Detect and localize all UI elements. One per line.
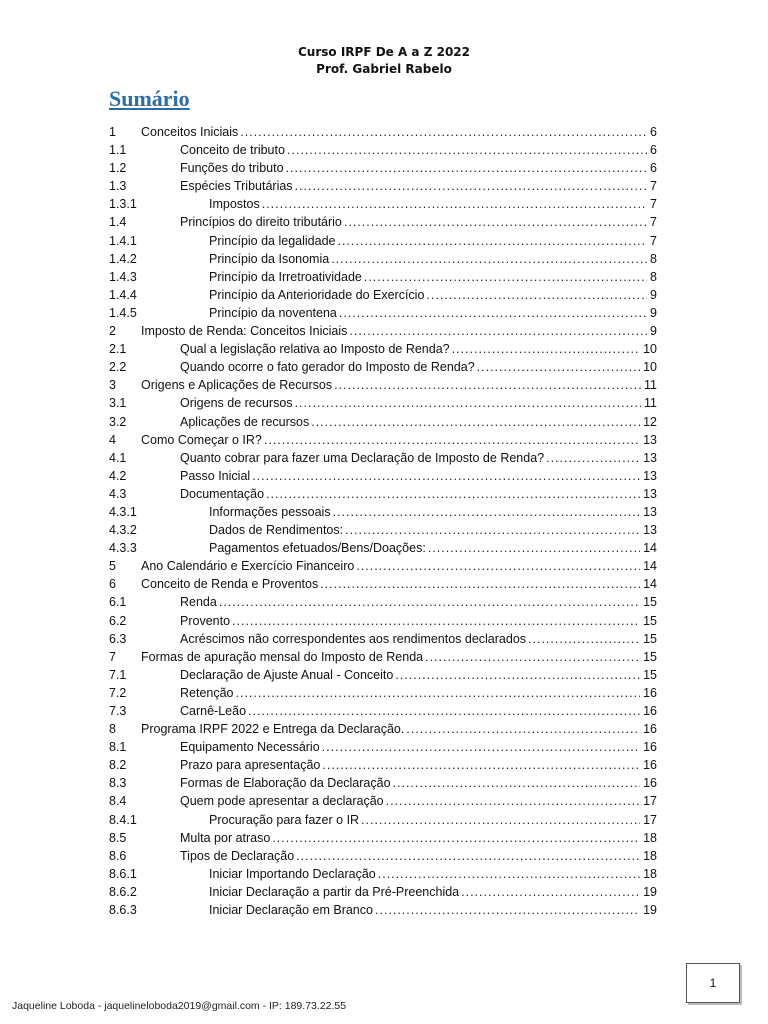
toc-entry-line <box>180 684 657 702</box>
toc-title[interactable]: Princípio da Anterioridade do Exercício <box>209 287 425 302</box>
toc-title[interactable]: Dados de Rendimentos: <box>209 523 344 538</box>
toc-page-number: 18 <box>640 865 657 883</box>
toc-title[interactable]: Documentação <box>180 486 265 501</box>
toc-title[interactable]: Ano Calendário e Exercício Financeiro <box>141 559 355 574</box>
toc-number: 6.2 <box>109 613 127 628</box>
toc-title[interactable]: Funções do tributo <box>180 161 284 176</box>
toc-leader-dots <box>333 503 641 521</box>
toc-entry-line <box>180 738 657 756</box>
toc-entry-line <box>209 250 657 268</box>
toc-page-number: 18 <box>640 829 657 847</box>
toc-entry-line <box>180 756 657 774</box>
toc-title[interactable]: Provento <box>180 613 231 628</box>
toc-entry-line <box>209 539 657 557</box>
toc-title[interactable]: Princípio da Isonomia <box>209 251 330 266</box>
toc-page-number: 18 <box>640 847 657 865</box>
toc-number: 7.3 <box>109 704 127 718</box>
toc-entry[interactable] <box>109 177 657 195</box>
toc-entry[interactable] <box>109 213 657 231</box>
toc-page-number: 13 <box>640 521 657 539</box>
toc-number: 8.6.1 <box>109 866 137 881</box>
toc-number: 3 <box>109 378 116 393</box>
toc-entry[interactable] <box>109 811 657 829</box>
toc-leader-dots <box>331 250 647 268</box>
toc-page-number: 9 <box>647 286 657 304</box>
toc-number: 8.2 <box>109 758 127 773</box>
toc-entry[interactable] <box>109 394 657 412</box>
toc-entry-line <box>141 322 657 340</box>
toc-entry-line <box>141 557 657 575</box>
toc-number: 7 <box>109 649 116 664</box>
toc-title[interactable]: Conceitos Iniciais <box>141 125 239 139</box>
toc-entry-line <box>209 268 657 286</box>
toc-entry[interactable] <box>109 792 657 810</box>
toc-page-number: 7 <box>647 213 657 231</box>
toc-page-number: 8 <box>647 268 657 286</box>
toc-page-number: 10 <box>640 358 657 376</box>
toc-leader-dots <box>546 449 640 467</box>
toc-entry[interactable] <box>109 666 657 684</box>
toc-page-number: 16 <box>640 702 657 720</box>
toc-entry-line <box>180 485 657 503</box>
toc-leader-dots <box>361 811 640 829</box>
toc-leader-dots <box>452 340 640 358</box>
toc-leader-dots <box>477 358 640 376</box>
toc-entry-line <box>180 593 657 611</box>
toc-page-number: 16 <box>640 738 657 756</box>
toc-page-number: 19 <box>640 883 657 901</box>
toc-entry[interactable] <box>109 865 657 883</box>
toc-entry[interactable] <box>109 630 657 648</box>
toc-leader-dots <box>322 738 640 756</box>
toc-leader-dots <box>236 684 641 702</box>
toc-entry[interactable] <box>109 829 657 847</box>
toc-number: 4.1 <box>109 450 127 465</box>
toc-number: 4.3.2 <box>109 523 137 538</box>
toc-title[interactable]: Conceito de Renda e Proventos <box>141 577 319 592</box>
toc-title[interactable]: Retenção <box>180 685 234 700</box>
toc-entry[interactable] <box>109 720 657 738</box>
toc-entry-line <box>180 467 657 485</box>
toc-entry-line <box>180 630 657 648</box>
toc-entry-line <box>180 792 657 810</box>
toc-entry-line <box>180 829 657 847</box>
toc-leader-dots <box>311 413 640 431</box>
toc-page-number: 15 <box>640 648 657 666</box>
toc-entry-line <box>141 123 657 141</box>
toc-number: 5 <box>109 559 116 574</box>
toc-entry-line <box>180 449 657 467</box>
toc-title[interactable]: Declaração de Ajuste Anual - Conceito <box>180 667 394 682</box>
toc-page-number: 13 <box>640 431 657 449</box>
toc-page-number: 16 <box>640 684 657 702</box>
page-number: 1 <box>709 976 717 990</box>
toc-number: 1.4.4 <box>109 287 137 302</box>
toc-title[interactable]: Quem pode apresentar a declaração <box>180 794 384 809</box>
toc-entry-line <box>180 177 657 195</box>
toc-page-number: 7 <box>647 195 657 213</box>
toc-title[interactable]: Tipos de Declaração <box>180 848 295 863</box>
toc-number: 4 <box>109 432 116 447</box>
toc-title[interactable]: Impostos <box>209 197 260 212</box>
toc-title[interactable]: Quando ocorre o fato gerador do Imposto de Renda? <box>180 360 475 375</box>
toc-title[interactable]: Programa IRPF 2022 e Entrega da Declaração. <box>141 722 405 737</box>
toc-number: 1.4.3 <box>109 269 137 284</box>
toc-leader-dots <box>240 123 647 141</box>
toc-title[interactable]: Iniciar Declaração a partir da Pré-Preenchida <box>209 884 460 899</box>
toc-title[interactable]: Princípios do direito tributário <box>180 215 342 230</box>
watermark-footer: Jaqueline Loboda - jaquelineloboda2019@gmail.com - IP: 189.73.22.55 <box>12 1000 347 1012</box>
toc-number: 1.3.1 <box>109 197 137 212</box>
toc-page-number: 11 <box>641 394 657 412</box>
table-of-contents <box>109 123 657 919</box>
toc-entry[interactable] <box>109 539 657 557</box>
toc-page-number: 14 <box>640 575 657 593</box>
toc-entry[interactable] <box>109 774 657 792</box>
toc-entry-line <box>209 232 657 250</box>
toc-title[interactable]: Acréscimos não correspondentes aos rendimentos declarados <box>180 631 527 646</box>
toc-title[interactable]: Iniciar Importando Declaração <box>209 866 376 881</box>
toc-number: 1 <box>109 125 116 139</box>
toc-title[interactable]: Como Começar o IR? <box>141 432 262 447</box>
toc-entry[interactable] <box>109 123 657 141</box>
toc-number: 1.4.5 <box>109 305 137 320</box>
toc-leader-dots <box>393 774 641 792</box>
toc-entry-line <box>209 503 657 521</box>
author-name: Prof. Gabriel Rabelo <box>316 62 452 76</box>
toc-entry[interactable] <box>109 322 657 340</box>
toc-entry-line <box>180 141 657 159</box>
toc-entry[interactable] <box>109 575 657 593</box>
toc-page-number: 14 <box>640 557 657 575</box>
toc-leader-dots <box>322 756 640 774</box>
toc-leader-dots <box>232 612 640 630</box>
toc-number: 2 <box>109 324 116 339</box>
toc-number: 8 <box>109 722 116 737</box>
toc-number: 8.6 <box>109 848 127 863</box>
toc-page-number: 7 <box>647 232 657 250</box>
toc-leader-dots <box>295 394 641 412</box>
toc-leader-dots <box>339 304 647 322</box>
toc-leader-dots <box>406 720 640 738</box>
toc-entry-line <box>209 811 657 829</box>
toc-page-number: 19 <box>640 901 657 919</box>
toc-entry-line <box>209 195 657 213</box>
toc-entry[interactable] <box>109 847 657 865</box>
toc-number: 1.1 <box>109 143 127 158</box>
toc-number: 4.3.3 <box>109 541 137 556</box>
toc-entry-line <box>209 304 657 322</box>
toc-entry[interactable] <box>109 648 657 666</box>
toc-leader-dots <box>395 666 640 684</box>
toc-entry[interactable] <box>109 883 657 901</box>
toc-title[interactable]: Conceito de tributo <box>180 143 285 158</box>
toc-title[interactable]: Formas de apuração mensal do Imposto de Renda <box>141 649 424 664</box>
toc-number: 8.6.3 <box>109 903 137 918</box>
toc-entry-line <box>180 702 657 720</box>
toc-leader-dots <box>378 865 640 883</box>
toc-entry-line <box>209 883 657 901</box>
course-title: Curso IRPF De A a Z 2022 <box>297 45 470 59</box>
page-number-box <box>686 963 740 1003</box>
toc-leader-dots <box>356 557 640 575</box>
toc-entry[interactable] <box>109 232 657 250</box>
toc-page-number: 7 <box>647 177 657 195</box>
toc-entry[interactable] <box>109 557 657 575</box>
toc-entry-line <box>141 720 657 738</box>
toc-leader-dots <box>334 376 641 394</box>
toc-number: 8.1 <box>109 740 127 755</box>
toc-entry[interactable] <box>109 195 657 213</box>
toc-entry[interactable] <box>109 485 657 503</box>
toc-number: 8.4.1 <box>109 812 137 827</box>
toc-leader-dots <box>295 177 647 195</box>
toc-entry[interactable] <box>109 286 657 304</box>
toc-page-number: 15 <box>640 666 657 684</box>
toc-number: 4.3.1 <box>109 504 137 519</box>
toc-entry[interactable] <box>109 521 657 539</box>
toc-number: 8.3 <box>109 776 127 791</box>
toc-entry-line <box>141 431 657 449</box>
toc-leader-dots <box>386 792 640 810</box>
toc-title[interactable]: Multa por atraso <box>180 830 271 845</box>
toc-entry[interactable] <box>109 431 657 449</box>
toc-title[interactable]: Passo Inicial <box>180 468 251 483</box>
toc-leader-dots <box>252 467 640 485</box>
toc-page-number: 6 <box>647 123 657 141</box>
toc-leader-dots <box>375 901 640 919</box>
toc-entry-line <box>180 666 657 684</box>
toc-title[interactable]: Aplicações de recursos <box>180 414 310 429</box>
toc-number: 3.1 <box>109 396 127 411</box>
toc-number: 4.3 <box>109 486 127 501</box>
toc-leader-dots <box>428 539 640 557</box>
toc-title[interactable]: Origens e Aplicações de Recursos <box>141 378 333 393</box>
toc-title[interactable]: Espécies Tributárias <box>180 179 293 194</box>
toc-page-number: 16 <box>640 756 657 774</box>
toc-title[interactable]: Pagamentos efetuados/Bens/Doações: <box>209 541 426 556</box>
toc-leader-dots <box>320 575 640 593</box>
toc-page-number: 9 <box>647 304 657 322</box>
toc-entry[interactable] <box>109 250 657 268</box>
toc-entry[interactable] <box>109 358 657 376</box>
toc-entry[interactable] <box>109 141 657 159</box>
toc-page-number: 12 <box>640 413 657 431</box>
toc-page-number: 13 <box>640 467 657 485</box>
toc-page-number: 13 <box>640 503 657 521</box>
toc-entry-line <box>180 358 657 376</box>
toc-page-number: 9 <box>647 322 657 340</box>
toc-title[interactable]: Renda <box>180 595 217 610</box>
toc-page-number: 15 <box>640 612 657 630</box>
toc-leader-dots <box>364 268 647 286</box>
toc-number: 1.4 <box>109 215 127 230</box>
toc-leader-dots <box>345 521 640 539</box>
toc-title[interactable]: Princípio da noventena <box>209 305 337 320</box>
toc-entry-line <box>180 413 657 431</box>
toc-entry[interactable] <box>109 340 657 358</box>
toc-title[interactable]: Procuração para fazer o IR <box>209 812 360 827</box>
toc-number: 7.2 <box>109 685 127 700</box>
toc-page-number: 10 <box>640 340 657 358</box>
document-header <box>0 44 768 78</box>
toc-entry[interactable] <box>109 413 657 431</box>
summary-heading: Sumário <box>109 86 190 111</box>
toc-entry[interactable] <box>109 593 657 611</box>
toc-page-number: 17 <box>640 792 657 810</box>
toc-leader-dots <box>264 431 640 449</box>
toc-leader-dots <box>461 883 640 901</box>
toc-title[interactable]: Prazo para apresentação <box>180 758 321 773</box>
toc-number: 2.1 <box>109 342 127 357</box>
toc-entry-line <box>180 213 657 231</box>
toc-number: 8.5 <box>109 830 127 845</box>
toc-title[interactable]: Qual a legislação relativa ao Imposto de Renda? <box>180 342 450 357</box>
toc-entry[interactable] <box>109 467 657 485</box>
toc-leader-dots <box>219 593 640 611</box>
toc-entry[interactable] <box>109 304 657 322</box>
toc-page-number: 6 <box>647 141 657 159</box>
toc-entry-line <box>141 575 657 593</box>
toc-entry-line <box>141 648 657 666</box>
toc-leader-dots <box>262 195 647 213</box>
toc-title[interactable]: Equipamento Necessário <box>180 740 320 755</box>
toc-title[interactable]: Imposto de Renda: Conceitos Iniciais <box>141 324 348 339</box>
toc-title[interactable]: Princípio da Irretroatividade <box>209 269 362 284</box>
toc-entry-line <box>180 159 657 177</box>
toc-page-number: 8 <box>647 250 657 268</box>
toc-entry-line <box>209 286 657 304</box>
toc-number: 1.2 <box>109 161 127 176</box>
toc-entry-line <box>180 847 657 865</box>
toc-entry-line <box>180 394 657 412</box>
toc-number: 8.4 <box>109 794 127 809</box>
toc-entry-line <box>209 521 657 539</box>
toc-page-number: 11 <box>641 376 657 394</box>
toc-entry-line <box>209 901 657 919</box>
toc-entry-line <box>180 340 657 358</box>
toc-number: 6.1 <box>109 595 127 610</box>
toc-entry[interactable] <box>109 901 657 919</box>
toc-page-number: 15 <box>640 593 657 611</box>
toc-entry-line <box>180 612 657 630</box>
toc-number: 3.2 <box>109 414 127 429</box>
toc-entry[interactable] <box>109 449 657 467</box>
toc-entry[interactable] <box>109 756 657 774</box>
toc-entry[interactable] <box>109 268 657 286</box>
toc-number: 2.2 <box>109 360 127 375</box>
toc-title[interactable]: Formas de Elaboração da Declaração <box>180 776 391 791</box>
toc-title[interactable]: Quanto cobrar para fazer uma Declaração de Imposto de Renda? <box>180 450 545 465</box>
toc-title[interactable]: Carnê-Leão <box>180 704 247 718</box>
toc-page-number: 15 <box>640 630 657 648</box>
toc-leader-dots <box>349 322 647 340</box>
toc-entry[interactable] <box>109 702 657 720</box>
toc-leader-dots <box>248 702 640 720</box>
toc-page-number: 6 <box>647 159 657 177</box>
toc-leader-dots <box>337 232 647 250</box>
toc-entry-line <box>141 376 657 394</box>
toc-leader-dots <box>528 630 640 648</box>
toc-entry[interactable] <box>109 503 657 521</box>
toc-number: 7.1 <box>109 667 127 682</box>
toc-entry[interactable] <box>109 738 657 756</box>
toc-leader-dots <box>344 213 647 231</box>
toc-entry[interactable] <box>109 376 657 394</box>
toc-title[interactable]: Princípio da legalidade <box>209 233 336 248</box>
toc-leader-dots <box>266 485 640 503</box>
toc-number: 8.6.2 <box>109 884 137 899</box>
toc-entry[interactable] <box>109 612 657 630</box>
toc-leader-dots <box>296 847 640 865</box>
toc-entry[interactable] <box>109 684 657 702</box>
toc-title[interactable]: Iniciar Declaração em Branco <box>209 903 373 918</box>
toc-number: 4.2 <box>109 468 127 483</box>
toc-number: 6.3 <box>109 631 127 646</box>
toc-leader-dots <box>426 286 647 304</box>
toc-page-number: 13 <box>640 485 657 503</box>
toc-number: 1.3 <box>109 179 127 194</box>
toc-page-number: 16 <box>640 774 657 792</box>
toc-number: 1.4.2 <box>109 251 137 266</box>
toc-entry-line <box>180 774 657 792</box>
toc-leader-dots <box>287 141 647 159</box>
toc-number: 1.4.1 <box>109 233 137 248</box>
toc-number: 6 <box>109 577 116 592</box>
toc-title[interactable]: Origens de recursos <box>180 396 293 411</box>
toc-entry[interactable] <box>109 159 657 177</box>
toc-leader-dots <box>272 829 640 847</box>
toc-page-number: 16 <box>640 720 657 738</box>
toc-page-number: 13 <box>640 449 657 467</box>
toc-leader-dots <box>286 159 648 177</box>
toc-title[interactable]: Informações pessoais <box>209 504 331 519</box>
toc-page-number: 14 <box>640 539 657 557</box>
toc-page-number: 17 <box>640 811 657 829</box>
toc-leader-dots <box>425 648 640 666</box>
toc-entry-line <box>209 865 657 883</box>
